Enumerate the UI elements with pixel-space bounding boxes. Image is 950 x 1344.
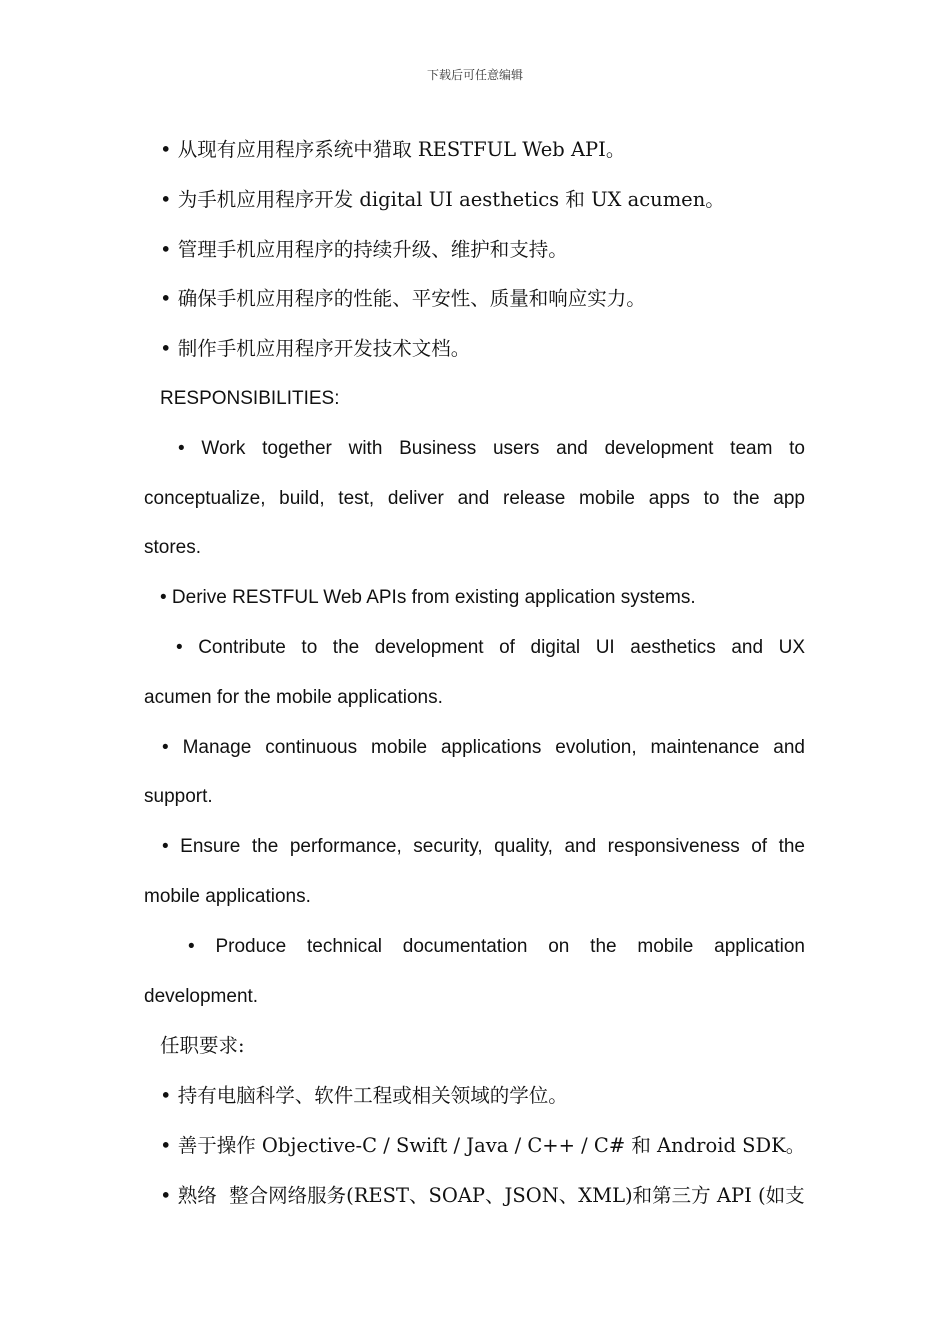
responsibility-4-line-2: support.: [144, 786, 213, 808]
responsibility-1-line-1: • Work together with Business users and development team to: [178, 437, 805, 459]
responsibility-2: • Derive RESTFUL Web APIs from existing application systems.: [160, 587, 696, 609]
responsibility-1-line-3: stores.: [144, 537, 202, 559]
responsibility-4-line-1: • Manage continuous mobile applications evolution, maintenance and: [162, 736, 805, 758]
responsibility-6-line-2: development.: [144, 985, 259, 1007]
responsibility-5-line-1: • Ensure the performance, security, quality, and responsiveness of the: [162, 836, 805, 858]
responsibilities-heading: RESPONSIBILITIES:: [160, 387, 340, 409]
requirement-2: • 善于操作 Objective-C / Swift / Java / C++ / C# 和 Android SDK。: [160, 1133, 806, 1157]
requirements-heading: 任职要求:: [160, 1034, 245, 1058]
list-item-cn-1: • 从现有应用程序系统中猎取 RESTFUL Web API。: [160, 138, 626, 161]
requirement-1: • 持有电脑科学、软件工程或相关领域的学位。: [160, 1084, 568, 1108]
responsibility-5-line-2: mobile applications.: [144, 885, 311, 907]
page-header: 下载后可任意编辑: [426, 68, 523, 82]
list-item-cn-4: • 确保手机应用程序的性能、平安性、质量和响应实力。: [160, 287, 646, 311]
list-item-cn-3: • 管理手机应用程序的持续升级、维护和支持。: [160, 237, 568, 261]
document-body: [144, 125, 805, 1221]
responsibility-6-line-1: • Produce technical documentation on the mobile application: [188, 935, 805, 957]
responsibility-3-line-2: acumen for the mobile applications.: [144, 686, 443, 708]
list-item-cn-5: • 制作手机应用程序开发技术文档。: [160, 337, 471, 361]
list-item-cn-2: • 为手机应用程序开发 digital UI aesthetics 和 UX acumen。: [160, 187, 725, 211]
responsibility-1-line-2: conceptualize, build, test, deliver and release mobile apps to the app: [144, 487, 805, 509]
responsibility-3-line-1: • Contribute to the development of digital UI aesthetics and UX: [176, 636, 805, 658]
requirement-3: • 熟络 整合网络服务(REST、SOAP、JSON、XML)和第三方 API (如支: [160, 1183, 805, 1207]
